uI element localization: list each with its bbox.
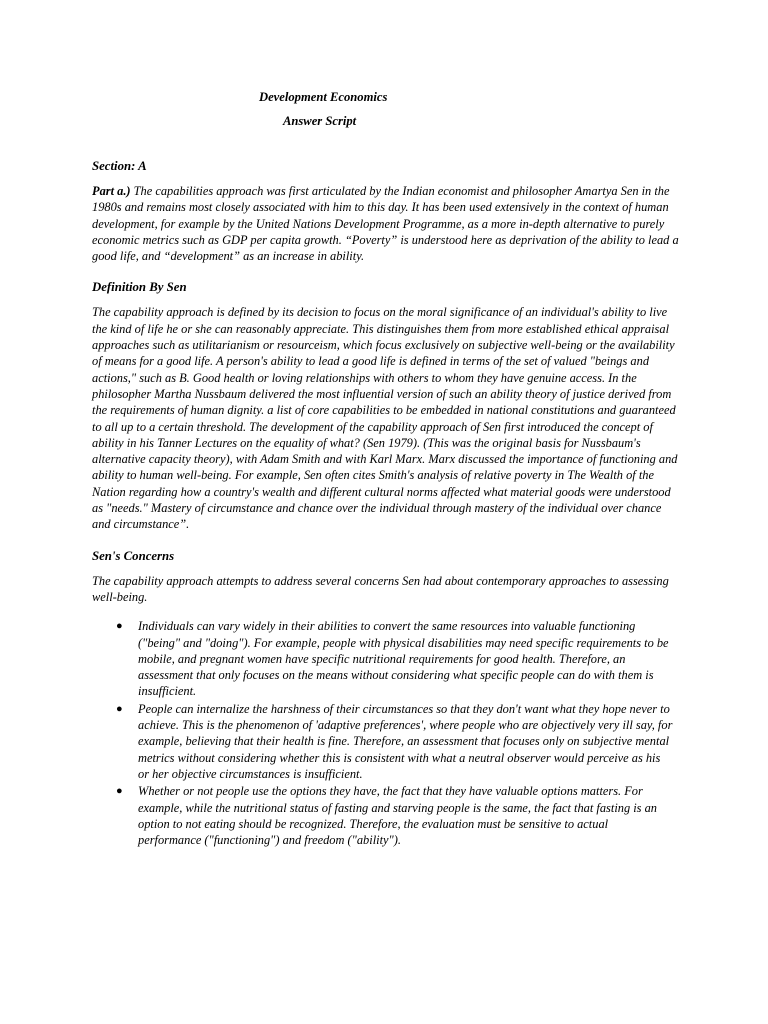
concerns-heading: Sen's Concerns	[92, 548, 175, 563]
section-heading: Section: A	[92, 159, 147, 173]
concerns-bullet-list	[92, 618, 682, 848]
document-subtitle: Answer Script	[283, 114, 357, 128]
list-item-text: Whether or not people use the options they have, the fact that they have valuable options matters. For example, while the nutritional status of fasting and starving people is the same, the fact that fasting is an option to not eating should be recognized. Therefore, the evaluation must be sensitive to actual performance ("functioning") and freedom ("ability").	[138, 784, 657, 848]
list-item	[116, 701, 682, 782]
bullet-icon: ●	[116, 620, 123, 633]
list-item-text: People can internalize the harshness of their circumstances so that they don't want what they hope never to achieve. This is the phenomenon of 'adaptive preferences', where people who are objectively very ill say, for example, believing that their health is fine. Therefore, an assessment that focuses only on subjective mental metrics without considering whether this is consistent with what a neutral observer would perceive as his or her objective circumstances is insufficient.	[138, 701, 673, 781]
bullet-icon: ●	[116, 785, 123, 798]
definition-heading: Definition By Sen	[92, 280, 187, 295]
part-a-text: The capabilities approach was first articulated by the Indian economist and philosopher Amartya Sen in the 1980s and remains most closely associated with him to this day. It has been used extensively in the context of human development, for example by the United Nations Development Programme, as a more in-depth alternative to purely economic metrics such as GDP per capita growth. “Poverty” is understood here as deprivation of the ability to lead a good life, and “development” as an increase in ability.	[92, 184, 679, 264]
part-a-paragraph	[92, 183, 682, 264]
definition-paragraph: The capability approach is defined by its decision to focus on the moral significance of an individual's ability to live the kind of life he or she can reasonably appreciate. This distinguishes them from more established ethical appraisal approaches such as utilitarianism or resourceism, which focus exclusively on subjective well-being or the availability of means for a good life. A person's ability to lead a good life is defined in terms of the set of valued "beings and actions," such as B. Good health or loving relationships with others to whom they have genuine access. In the philosopher Martha Nussbaum delivered the most influential version of such an ability theory of justice derived from the requirements of human dignity. a list of core capabilities to be embedded in national constitutions and guaranteed to all up to a certain threshold. The development of the capability approach of Sen first introduced the concept of ability in his Tanner Lectures on the equality of what? (Sen 1979). (This was the original basis for Nussbaum's alternative capacity theory), with Adam Smith and with Karl Marx. Marx discussed the importance of functioning and ability to human well-being. For example, Sen often cites Smith's analysis of relative poverty in The Wealth of the Nation regarding how a country's wealth and different cultural norms affected what material goods were understood as "needs." Mastery of circumstance and chance over the individual through mastery of the individual over chance and circumstance”.	[92, 305, 678, 532]
bullet-icon: ●	[116, 702, 123, 715]
list-item-text: Individuals can vary widely in their abilities to convert the same resources into valuable functioning ("being" and "doing"). For example, people with physical disabilities may need specific requirements to be mobile, and pregnant women have specific nutritional requirements for good health. Therefore, an assessment that only focuses on the means without considering what specific people can do with them is insufficient.	[138, 619, 669, 699]
list-item	[116, 783, 682, 848]
list-item	[116, 618, 682, 699]
concerns-intro: The capability approach attempts to address several concerns Sen had about contemporary approaches to assessing well-being.	[92, 573, 669, 604]
document-page	[92, 88, 682, 849]
document-title: Development Economics	[259, 90, 388, 104]
part-a-label: Part a.)	[92, 184, 131, 198]
